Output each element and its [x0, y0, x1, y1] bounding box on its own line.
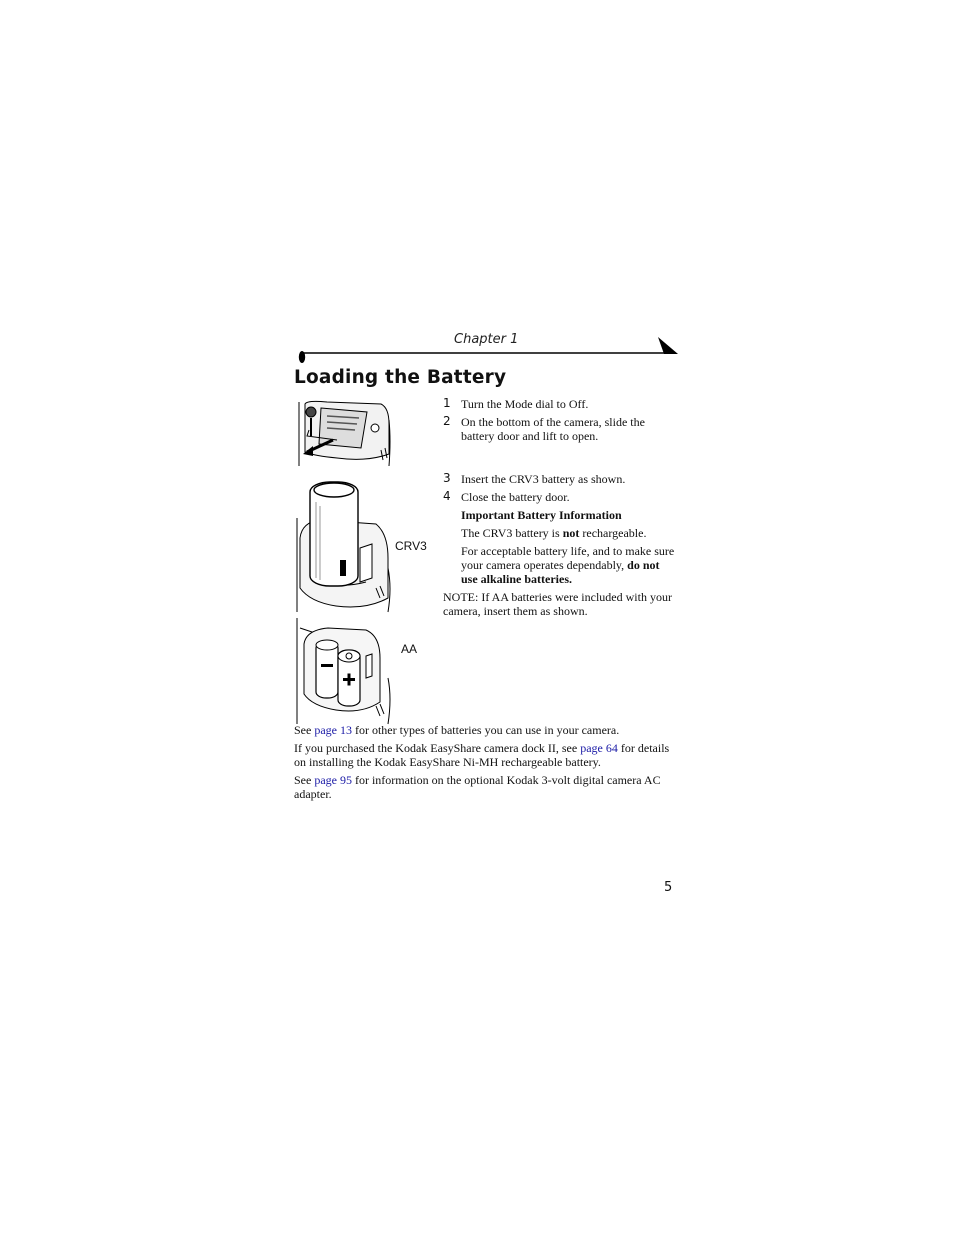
- step-text: Insert the CRV3 battery as shown.: [461, 472, 626, 486]
- important-heading: Important Battery Information: [461, 508, 622, 522]
- reference-text: If you purchased the Kodak EasyShare camera dock II, see: [294, 741, 581, 755]
- page-link[interactable]: page 95: [314, 773, 352, 787]
- chapter-label: Chapter 1: [454, 332, 519, 347]
- chapter-rule: [298, 337, 678, 359]
- important-line-2: [461, 544, 675, 586]
- figure-aa-batteries: [296, 618, 392, 724]
- figure-crv3-battery: [296, 478, 392, 612]
- reference-3: [294, 773, 674, 801]
- step-text: Turn the Mode dial to Off.: [461, 397, 589, 411]
- reference-text: for details on installing the Kodak EasyShare Ni-MH rechargeable battery.: [294, 741, 670, 769]
- step-4: [443, 490, 675, 506]
- important-text: The CRV3 battery is: [461, 526, 563, 540]
- step-number: 4: [443, 489, 451, 503]
- reference-text: See: [294, 723, 315, 737]
- step-text: On the bottom of the camera, slide the battery door and lift to open.: [461, 415, 645, 443]
- important-text: rechargeable.: [579, 526, 647, 540]
- aa-label: AA: [401, 642, 418, 656]
- figure-battery-door: [297, 400, 393, 468]
- reference-text: See: [294, 773, 315, 787]
- important-line-1: [461, 526, 675, 540]
- note-text: If AA batteries were included with your camera, insert them as shown.: [443, 590, 672, 618]
- step-1: [443, 397, 675, 413]
- page-link[interactable]: page 64: [580, 741, 618, 755]
- page-link[interactable]: page 13: [314, 723, 352, 737]
- crv3-label: CRV3: [395, 539, 427, 553]
- reference-text: for information on the optional Kodak 3-volt digital camera AC adapter.: [294, 773, 661, 801]
- step-2: [443, 415, 675, 445]
- reference-1: [294, 723, 674, 737]
- note-prefix: NOTE:: [443, 590, 479, 604]
- page-number: 5: [664, 880, 673, 895]
- important-emphasis: do not use alkaline batteries.: [461, 558, 660, 586]
- step-3: [443, 472, 675, 488]
- step-number: 2: [443, 414, 451, 428]
- reference-2: [294, 741, 674, 769]
- important-text: For acceptable battery life, and to make sure your camera operates dependably,: [461, 544, 675, 572]
- note: [443, 590, 675, 618]
- important-emphasis: not: [562, 526, 580, 540]
- page-title: Loading the Battery: [294, 367, 507, 388]
- reference-text: for other types of batteries you can use in your camera.: [351, 723, 620, 737]
- step-number: 3: [443, 471, 451, 485]
- step-number: 1: [443, 396, 451, 410]
- step-text: Close the battery door.: [461, 490, 570, 504]
